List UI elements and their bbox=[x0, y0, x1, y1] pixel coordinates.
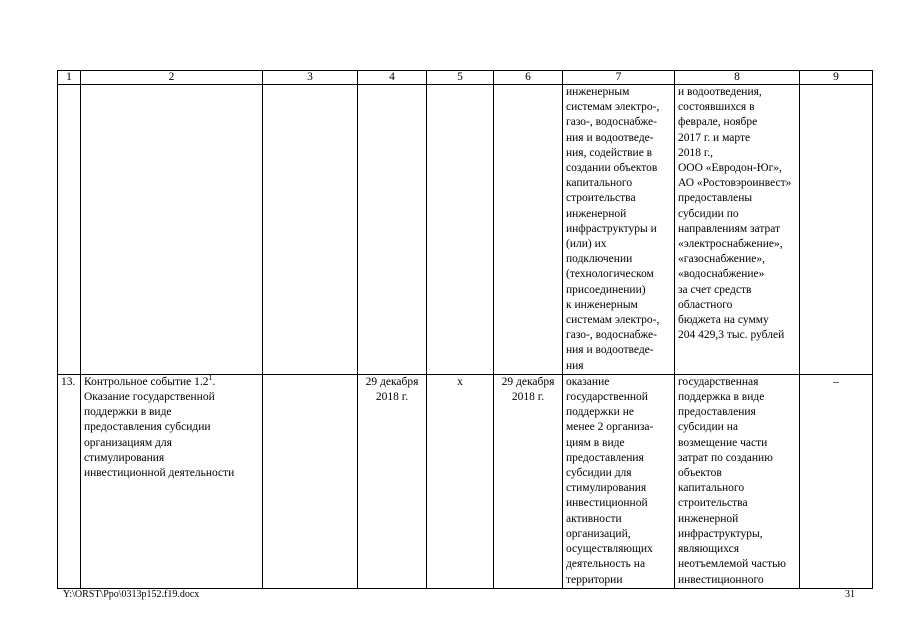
cell-fact-date bbox=[494, 85, 563, 375]
control-event-text bbox=[81, 374, 263, 588]
cell-x bbox=[427, 85, 494, 375]
col-header-8: 8 bbox=[675, 71, 800, 85]
planned-result: оказание государственной поддержки не менее 2 организа- циям в виде предоставления субсидии для стимулирования инвестиционной активности организаций, осуществляющих деятельность на территории bbox=[563, 374, 675, 588]
footnote-mark: 1 bbox=[208, 373, 213, 383]
notes-dash: – bbox=[800, 374, 873, 588]
col-header-7: 7 bbox=[563, 71, 675, 85]
cell-num bbox=[58, 85, 81, 375]
col-header-5: 5 bbox=[427, 71, 494, 85]
col-header-9: 9 bbox=[800, 71, 873, 85]
actual-result: государственная поддержка в виде предоставления субсидии на возмещение части затрат по созданию объектов капитального строительства инженерной инфраструктуры, являющихся неотъемлемой частью инвестиционного bbox=[675, 374, 800, 588]
fact-date: 29 декабря 2018 г. bbox=[494, 374, 563, 588]
table-row-13 bbox=[58, 374, 873, 588]
col-header-6: 6 bbox=[494, 71, 563, 85]
cell-notes bbox=[800, 85, 873, 375]
control-event-description: . Оказание государственной поддержки в виде предоставления субсидии организациям для стимулирования инвестиционной деятельности bbox=[84, 375, 235, 480]
col-header-4: 4 bbox=[358, 71, 427, 85]
table-row-continued bbox=[58, 85, 873, 375]
col-header-2: 2 bbox=[81, 71, 263, 85]
header-row bbox=[58, 71, 873, 85]
col-header-1: 1 bbox=[58, 71, 81, 85]
cell-event bbox=[81, 85, 263, 375]
document-table bbox=[57, 70, 873, 589]
footer-page-number: 31 bbox=[845, 589, 855, 600]
row-number: 13. bbox=[58, 374, 81, 588]
col-header-3: 3 bbox=[263, 71, 358, 85]
control-event-title: Контрольное событие 1.2 bbox=[84, 375, 209, 388]
cell-responsible bbox=[263, 85, 358, 375]
plan-date: 29 декабря 2018 г. bbox=[358, 374, 427, 588]
cell-responsible-13 bbox=[263, 374, 358, 588]
footer-file-path: Y:\ORST\Ppo\0313p152.f19.docx bbox=[63, 589, 200, 600]
cell-planned-result: инженерным системам электро-, газо-, водоснабже- ния и водоотведе- ния, содействие в создании объектов капитального строительства инженерной инфраструктуры и (или) их подключении (технологическом присоединении) к инженерным системам электро-, газо-, водоснабже- ния и водоотведе- ния bbox=[563, 85, 675, 375]
x-mark: х bbox=[427, 374, 494, 588]
cell-actual-result: и водоотведения, состоявшихся в феврале, ноябре 2017 г. и марте 2018 г., ООО «Евродон-Юг», АО «Ростовэроинвест» предоставлены субсидии по направлениям затрат «электроснабжение», «газоснабжение», «водоснабжение» за счет средств областного бюджета на сумму 204 429,3 тыс. рублей bbox=[675, 85, 800, 375]
cell-plan-date bbox=[358, 85, 427, 375]
